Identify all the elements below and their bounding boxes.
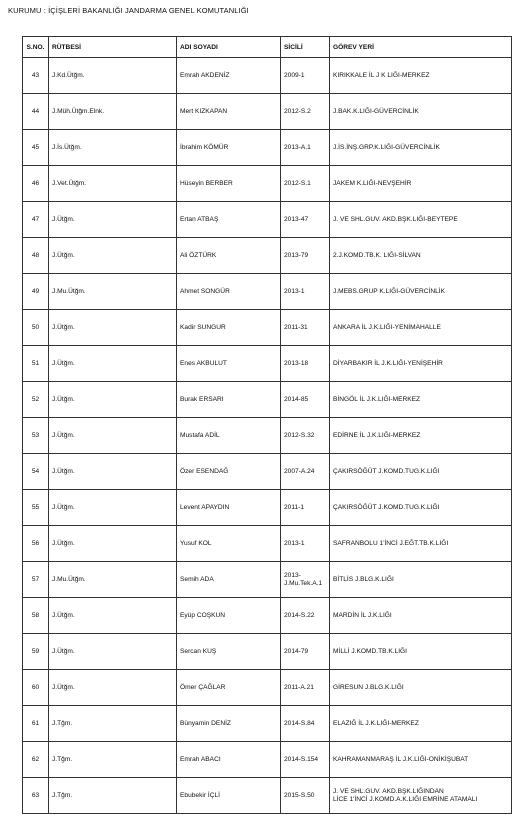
cell-duty-station — [330, 418, 512, 454]
cell-duty-station — [330, 454, 512, 490]
cell-sno: 51 — [23, 346, 49, 382]
table-row — [23, 670, 512, 706]
duty-station-line: SAFRANBOLU 1'İNCİ J.EĞT.TB.K.LIĞI — [333, 539, 449, 547]
table-row — [23, 130, 512, 166]
table-row — [23, 94, 512, 130]
cell-name: Ahmet SONGÜR — [177, 274, 281, 310]
cell-sno: 59 — [23, 634, 49, 670]
cell-sno: 62 — [23, 742, 49, 778]
table-row — [23, 382, 512, 418]
cell-rank: J.Ütğm. — [49, 238, 177, 274]
duty-station-line: BİNGÖL İL J.K.LIĞI-MERKEZ — [333, 395, 421, 403]
cell-registry: 2014-S.22 — [281, 598, 330, 634]
table-row — [23, 166, 512, 202]
cell-registry: 2013-47 — [281, 202, 330, 238]
cell-duty-station — [330, 634, 512, 670]
table-row — [23, 634, 512, 670]
cell-name: İbrahim KÖMÜR — [177, 130, 281, 166]
cell-duty-station — [330, 94, 512, 130]
cell-sno: 45 — [23, 130, 49, 166]
cell-duty-station — [330, 670, 512, 706]
cell-sno: 44 — [23, 94, 49, 130]
table-row — [23, 310, 512, 346]
cell-sno: 58 — [23, 598, 49, 634]
cell-name: Semih ADA — [177, 562, 281, 598]
cell-name: Özer ESENDAĞ — [177, 454, 281, 490]
cell-registry — [281, 562, 330, 598]
cell-registry: 2013-18 — [281, 346, 330, 382]
duty-station-line: BİTLİS J.BLG.K.LIĞI — [333, 575, 394, 583]
cell-sno: 63 — [23, 778, 49, 814]
cell-sno: 60 — [23, 670, 49, 706]
cell-sno: 57 — [23, 562, 49, 598]
cell-registry: 2011-31 — [281, 310, 330, 346]
cell-rank: J.Müh.Ütğm.Elnk. — [49, 94, 177, 130]
cell-name: Mustafa ADİL — [177, 418, 281, 454]
cell-duty-station — [330, 526, 512, 562]
cell-name: Emrah AKDENİZ — [177, 58, 281, 94]
cell-rank: J.Ütğm. — [49, 454, 177, 490]
duty-station-line: J.İS.İNŞ.GRP.K.LIĞI-GÜVERCİNLİK — [333, 143, 440, 151]
cell-name: Hüseyin BERBER — [177, 166, 281, 202]
cell-name: Eyüp COŞKUN — [177, 598, 281, 634]
cell-registry: 2009-1 — [281, 58, 330, 94]
duty-station-line: J.MEBS.GRUP K.LIĞI-GÜVERCİNLİK — [333, 287, 445, 295]
column-header-rank: RÜTBESİ — [49, 37, 177, 58]
cell-sno: 47 — [23, 202, 49, 238]
table-row — [23, 778, 512, 814]
cell-name: Emrah ABACI — [177, 742, 281, 778]
cell-name: Ertan ATBAŞ — [177, 202, 281, 238]
cell-rank: J.Ütğm. — [49, 418, 177, 454]
duty-station-line: MİLLİ J.KOMD.TB.K.LIĞI — [333, 647, 408, 655]
cell-registry: 2011-A.21 — [281, 670, 330, 706]
column-header-name: ADI SOYADI — [177, 37, 281, 58]
cell-duty-station — [330, 130, 512, 166]
cell-rank: J.Kd.Ütğm. — [49, 58, 177, 94]
cell-rank: J.Ütğm. — [49, 346, 177, 382]
cell-name: Sercan KUŞ — [177, 634, 281, 670]
cell-registry: 2014-79 — [281, 634, 330, 670]
duty-station-line: KAHRAMANMARAŞ İL J.K.LIĞI-ONİKİŞUBAT — [333, 755, 469, 763]
cell-duty-station — [330, 742, 512, 778]
duty-station-line: GİRESUN J.BLG.K.LIĞI — [333, 683, 404, 691]
cell-name: Bünyamin DENİZ — [177, 706, 281, 742]
cell-name: Yusuf KOL — [177, 526, 281, 562]
cell-duty-station — [330, 58, 512, 94]
cell-rank: J.Ütğm. — [49, 526, 177, 562]
cell-sno: 52 — [23, 382, 49, 418]
table-row — [23, 706, 512, 742]
table-row — [23, 202, 512, 238]
cell-duty-station — [330, 490, 512, 526]
cell-duty-station — [330, 310, 512, 346]
duty-station-line: J.BAK.K.LIĞI-GÜVERCİNLİK — [333, 107, 419, 115]
cell-duty-station — [330, 274, 512, 310]
cell-rank: J.Ütğm. — [49, 670, 177, 706]
duty-station-line: LİCE 1'İNCİ J.KOMD.A.K.LIĞI EMRİNE ATAMALI — [333, 795, 478, 803]
cell-registry: 2014-85 — [281, 382, 330, 418]
cell-rank: J.Ütğm. — [49, 598, 177, 634]
cell-sno: 48 — [23, 238, 49, 274]
cell-duty-station — [330, 166, 512, 202]
cell-duty-station — [330, 778, 512, 814]
cell-registry: 2011-1 — [281, 490, 330, 526]
table-row — [23, 418, 512, 454]
duty-station-line: ÇAKIRSÖĞÜT J.KOMD.TUG.K.LIĞI — [333, 503, 440, 511]
cell-rank: J.Tğm. — [49, 706, 177, 742]
table-row — [23, 274, 512, 310]
table-row — [23, 346, 512, 382]
table-row — [23, 742, 512, 778]
table-row — [23, 454, 512, 490]
duty-station-line: DİYARBAKIR İL J.K.LIĞI-YENİŞEHİR — [333, 359, 443, 367]
table-row — [23, 490, 512, 526]
registry-text: 2013- J.Mu.Tek.A.1 — [284, 571, 323, 587]
cell-sno: 50 — [23, 310, 49, 346]
duty-station-line: 2.J.KOMD.TB.K. LIĞI-SİLVAN — [333, 251, 421, 259]
cell-duty-station — [330, 598, 512, 634]
duty-station-line: J. VE SHL.GUV. AKD.BŞK.LIĞINDAN — [333, 787, 444, 795]
cell-registry: 2013-1 — [281, 274, 330, 310]
duty-station-line: ANKARA İL J.K.LIĞI-YENİMAHALLE — [333, 323, 441, 331]
cell-registry: 2014-S.154 — [281, 742, 330, 778]
cell-registry: 2012-S.1 — [281, 166, 330, 202]
table-row — [23, 526, 512, 562]
cell-sno: 53 — [23, 418, 49, 454]
duty-station-line: EDİRNE İL J.K.LIĞI-MERKEZ — [333, 431, 421, 439]
cell-duty-station — [330, 202, 512, 238]
column-header-registry: SİCİLİ — [281, 37, 330, 58]
duty-station-line: MARDİN İL J.K.LIĞI — [333, 611, 392, 619]
cell-registry: 2012-S.32 — [281, 418, 330, 454]
cell-sno: 46 — [23, 166, 49, 202]
cell-duty-station — [330, 382, 512, 418]
cell-rank: J.Tğm. — [49, 742, 177, 778]
table-row — [23, 58, 512, 94]
duty-station-line: KIRIKKALE İL J K LIĞI-MERKEZ — [333, 71, 430, 79]
cell-registry: 2013-1 — [281, 526, 330, 562]
cell-name: Levent APAYDIN — [177, 490, 281, 526]
duty-station-line: J. VE SHL.GUV. AKD.BŞK.LIĞI-BEYTEPE — [333, 215, 458, 223]
cell-sno: 61 — [23, 706, 49, 742]
cell-rank: J.Ütğm. — [49, 634, 177, 670]
cell-name: Burak ERSARI — [177, 382, 281, 418]
column-header-duty-station: GÖREV YERİ — [330, 37, 512, 58]
cell-sno: 56 — [23, 526, 49, 562]
cell-name: Enes AKBULUT — [177, 346, 281, 382]
cell-rank: J.Vet.Ütğm. — [49, 166, 177, 202]
cell-registry: 2013-A.1 — [281, 130, 330, 166]
cell-duty-station — [330, 562, 512, 598]
cell-name: Ömer ÇAĞLAR — [177, 670, 281, 706]
personnel-table — [22, 36, 512, 814]
cell-rank: J.Ütğm. — [49, 490, 177, 526]
cell-sno: 43 — [23, 58, 49, 94]
cell-registry: 2012-S.2 — [281, 94, 330, 130]
cell-rank: J.Tğm. — [49, 778, 177, 814]
page-header: KURUMU : İÇİŞLERİ BAKANLIĞI JANDARMA GENEL KOMUTANLIĞI — [8, 6, 249, 15]
cell-rank: J.Ütğm. — [49, 202, 177, 238]
cell-name: Mert KIZKAPAN — [177, 94, 281, 130]
cell-registry: 2014-S.84 — [281, 706, 330, 742]
duty-station-line: JAKEM K.LIĞI-NEVŞEHİR — [333, 179, 412, 187]
table-header-row — [23, 37, 512, 58]
table-row — [23, 238, 512, 274]
cell-rank: J.Mu.Ütğm. — [49, 562, 177, 598]
cell-name: Ebubekir İÇLİ — [177, 778, 281, 814]
cell-duty-station — [330, 346, 512, 382]
cell-duty-station — [330, 238, 512, 274]
column-header-sno: S.NO. — [23, 37, 49, 58]
cell-duty-station — [330, 706, 512, 742]
cell-registry: 2015-S.50 — [281, 778, 330, 814]
cell-sno: 49 — [23, 274, 49, 310]
cell-rank: J.İs.Ütğm. — [49, 130, 177, 166]
cell-sno: 55 — [23, 490, 49, 526]
cell-rank: J.Ütğm. — [49, 310, 177, 346]
cell-sno: 54 — [23, 454, 49, 490]
cell-rank: J.Ütğm. — [49, 382, 177, 418]
cell-registry: 2007-A.24 — [281, 454, 330, 490]
cell-name: Ali ÖZTÜRK — [177, 238, 281, 274]
cell-registry: 2013-79 — [281, 238, 330, 274]
cell-rank: J.Mu.Ütğm. — [49, 274, 177, 310]
duty-station-line: ÇAKIRSÖĞÜT J.KOMD.TUG.K.LIĞI — [333, 467, 440, 475]
table-row — [23, 562, 512, 598]
table-row — [23, 598, 512, 634]
cell-name: Kadir SUNGUR — [177, 310, 281, 346]
table-body — [23, 58, 512, 814]
duty-station-line: ELAZIĞ İL J.K.LIĞI-MERKEZ — [333, 719, 419, 727]
